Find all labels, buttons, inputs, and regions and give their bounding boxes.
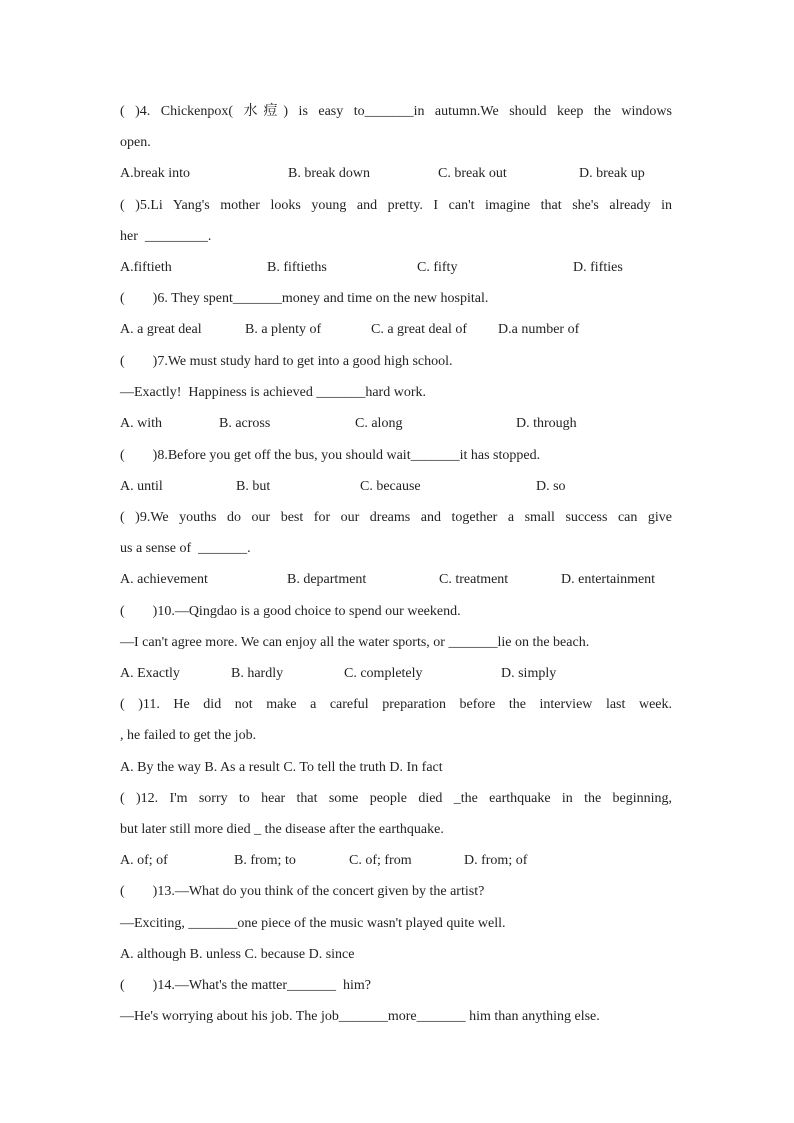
question-12-options bbox=[120, 852, 672, 960]
option-b[interactable]: B. department bbox=[287, 572, 367, 587]
option-d[interactable]: D. from; of bbox=[464, 853, 528, 868]
option-c[interactable]: C. along bbox=[355, 416, 403, 431]
question-6-options bbox=[120, 321, 672, 429]
question-4-stem-continued: open. bbox=[120, 135, 151, 150]
option-a[interactable]: A. until bbox=[120, 479, 163, 494]
option-c[interactable]: C. treatment bbox=[439, 572, 509, 587]
question-10-stem: ( )10.—Qingdao is a good choice to spend our weekend. bbox=[120, 604, 461, 619]
option-d[interactable]: D. through bbox=[516, 416, 577, 431]
question-14-stem-continued: —He's worrying about his job. The job_______more_______ him than anything else. bbox=[120, 1009, 600, 1024]
option-b[interactable]: B. across bbox=[219, 416, 271, 431]
question-13-options[interactable]: A. although B. unless C. because D. since bbox=[120, 947, 355, 962]
option-a[interactable]: A.fiftieth bbox=[120, 260, 172, 275]
question-9-stem-continued: us a sense of _______. bbox=[120, 541, 251, 556]
option-b[interactable]: B. a plenty of bbox=[245, 322, 322, 337]
question-8-stem: ( )8.Before you get off the bus, you should wait_______it has stopped. bbox=[120, 448, 541, 463]
option-d[interactable]: D.a number of bbox=[498, 322, 580, 337]
question-5-stem: ( )5.Li Yang's mother looks young and pretty. I can't imagine that she's already in bbox=[120, 198, 672, 213]
question-4-stem: ( )4. Chickenpox( 水痘) is easy to_______in autumn.We should keep the windows bbox=[120, 104, 672, 119]
option-d[interactable]: D. so bbox=[536, 479, 566, 494]
question-9-options bbox=[120, 571, 672, 679]
question-13-stem-continued: —Exciting, _______one piece of the music wasn't played quite well. bbox=[120, 916, 506, 931]
option-c[interactable]: C. fifty bbox=[417, 260, 458, 275]
option-b[interactable]: B. hardly bbox=[231, 666, 284, 681]
option-c[interactable]: C. break out bbox=[438, 166, 507, 181]
option-a[interactable]: A. of; of bbox=[120, 853, 168, 868]
question-11-stem: ( )11. He did not make a careful preparation before the interview last week. bbox=[120, 697, 672, 712]
question-6-stem: ( )6. They spent_______money and time on the new hospital. bbox=[120, 291, 489, 306]
option-c[interactable]: C. completely bbox=[344, 666, 423, 681]
option-a[interactable]: A. with bbox=[120, 416, 162, 431]
option-b[interactable]: B. from; to bbox=[234, 853, 296, 868]
option-d[interactable]: D. simply bbox=[501, 666, 557, 681]
option-a[interactable]: A.break into bbox=[120, 166, 190, 181]
question-7-stem: ( )7.We must study hard to get into a good high school. bbox=[120, 354, 453, 369]
question-8-options bbox=[120, 478, 672, 586]
option-a[interactable]: A. achievement bbox=[120, 572, 208, 587]
option-c[interactable]: C. because bbox=[360, 479, 421, 494]
option-d[interactable]: D. fifties bbox=[573, 260, 623, 275]
option-c[interactable]: C. of; from bbox=[349, 853, 412, 868]
question-10-options bbox=[120, 665, 672, 773]
option-d[interactable]: D. entertainment bbox=[561, 572, 656, 587]
question-12-stem-continued: but later still more died _ the disease after the earthquake. bbox=[120, 822, 444, 837]
option-b[interactable]: B. fiftieths bbox=[267, 260, 327, 275]
question-14-stem: ( )14.—What's the matter_______ him? bbox=[120, 978, 371, 993]
question-10-stem-continued: —I can't agree more. We can enjoy all the water sports, or _______lie on the beach. bbox=[120, 635, 590, 650]
question-5-stem-continued: her _________. bbox=[120, 229, 212, 244]
question-7-stem-continued: —Exactly! Happiness is achieved _______hard work. bbox=[120, 385, 426, 400]
option-b[interactable]: B. but bbox=[236, 479, 271, 494]
question-4-options bbox=[120, 165, 672, 273]
option-c[interactable]: C. a great deal of bbox=[371, 322, 468, 337]
question-11-stem-continued: , he failed to get the job. bbox=[120, 728, 257, 743]
option-d[interactable]: D. break up bbox=[579, 166, 645, 181]
option-b[interactable]: B. break down bbox=[288, 166, 371, 181]
option-a[interactable]: A. a great deal bbox=[120, 322, 202, 337]
question-12-stem: ( )12. I'm sorry to hear that some people died _the earthquake in the beginning, bbox=[120, 791, 672, 806]
option-a[interactable]: A. Exactly bbox=[120, 666, 180, 681]
question-11-options[interactable]: A. By the way B. As a result C. To tell the truth D. In fact bbox=[120, 760, 443, 775]
question-13-stem: ( )13.—What do you think of the concert given by the artist? bbox=[120, 884, 485, 899]
question-9-stem: ( )9.We youths do our best for our dreams and together a small success can give bbox=[120, 510, 672, 525]
